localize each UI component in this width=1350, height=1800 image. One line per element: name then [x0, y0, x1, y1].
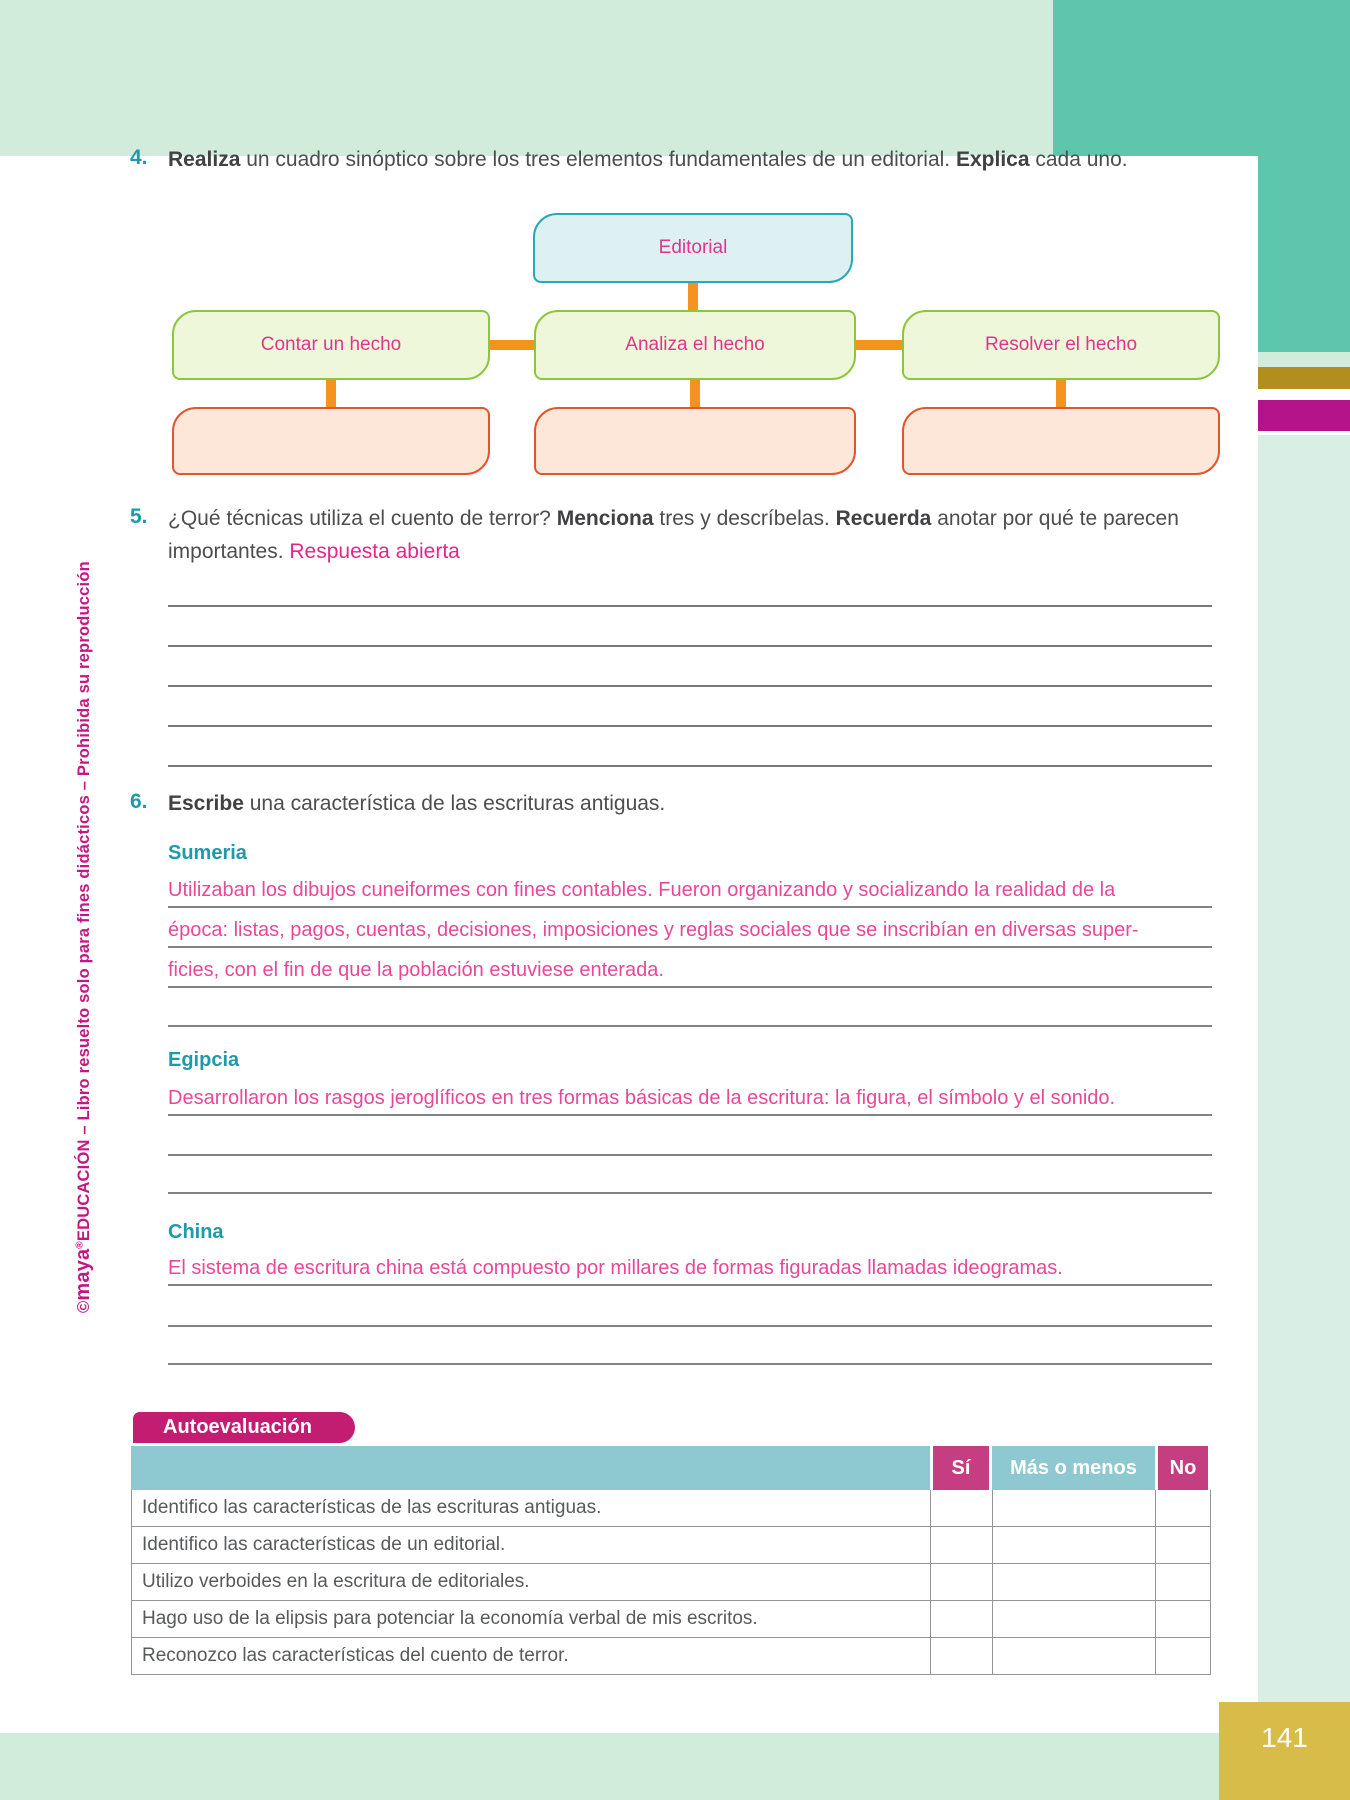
- checkbox-cell-mas-o-menos[interactable]: [992, 1638, 1155, 1674]
- section-title-china: China: [168, 1221, 224, 1243]
- decor-gold-bar: [1258, 367, 1350, 389]
- decor-magenta-bar: [1258, 400, 1350, 431]
- sidebar-credit: [72, 561, 95, 1313]
- checkbox-cell-si[interactable]: [930, 1601, 992, 1637]
- row-label: Identifico las características de las escrituras antiguas.: [142, 1497, 602, 1518]
- answer-line-sumeria-2[interactable]: época: listas, pagos, cuentas, decisiones, imposiciones y reglas sociales que se inscribían en diversas super-: [168, 918, 1212, 948]
- answer-line-china-2[interactable]: [168, 1297, 1212, 1327]
- checkbox-cell-no[interactable]: [1155, 1490, 1211, 1526]
- decor-mint-bottom-band: [0, 1733, 1350, 1800]
- question-5-bold-1: Menciona: [556, 507, 654, 530]
- question-4-bold-2: Explica: [955, 148, 1030, 171]
- sidebar-credit-text: EDUCACIÓN – Libro resuelto solo para fines didácticos – Prohibida su reproducción: [75, 561, 93, 1242]
- question-5-text: [168, 503, 1218, 568]
- question-4-bold-1: Realiza: [168, 148, 241, 171]
- answer-line-sumeria-1[interactable]: Utilizaban los dibujos cuneiformes con fines contables. Fueron organizando y socializando la realidad de la: [168, 878, 1212, 908]
- decor-mint-right-column: [1258, 435, 1350, 1800]
- diagram-child-node-2: [534, 310, 856, 380]
- decor-mint-top-band: [0, 0, 1053, 156]
- question-4-seg-1: un cuadro sinóptico sobre los tres elementos fundamentales de un editorial.: [240, 148, 956, 171]
- autoeval-table-body: [131, 1490, 1211, 1675]
- answer-rule-line[interactable]: [168, 645, 1212, 647]
- decor-teal-right-column: [1258, 0, 1350, 352]
- checkbox-cell-si[interactable]: [930, 1527, 992, 1563]
- diagram-child-node-1: [172, 310, 490, 380]
- connector-stub-2: [690, 380, 700, 407]
- checkbox-cell-no[interactable]: [1155, 1638, 1211, 1674]
- diagram-root-label: Editorial: [658, 237, 728, 258]
- table-row: [132, 1490, 1210, 1526]
- checkbox-cell-si[interactable]: [930, 1564, 992, 1600]
- question-4-text: [168, 144, 1218, 177]
- answer-line-sumeria-4[interactable]: [168, 997, 1212, 1027]
- diagram-child-node-3: [902, 310, 1220, 380]
- question-4-seg-2: cada uno.: [1029, 148, 1128, 171]
- table-row: [132, 1637, 1210, 1674]
- autoeval-table: [131, 1446, 1211, 1675]
- question-5-seg-3: anotar por qué te parecen importantes.: [168, 507, 1179, 563]
- checkbox-cell-mas-o-menos[interactable]: [992, 1490, 1155, 1526]
- answer-line-china-1[interactable]: El sistema de escritura china está compuesto por millares de formas figuradas llamadas ideogramas.: [168, 1256, 1212, 1286]
- diagram-child-label-2: Analiza el hecho: [625, 334, 765, 355]
- connector-stub-1: [326, 380, 336, 407]
- checkbox-cell-si[interactable]: [930, 1490, 992, 1526]
- checkbox-cell-mas-o-menos[interactable]: [992, 1564, 1155, 1600]
- answer-line-china-3[interactable]: [168, 1335, 1212, 1365]
- checkbox-cell-si[interactable]: [930, 1638, 992, 1674]
- checkbox-cell-no[interactable]: [1155, 1601, 1211, 1637]
- page-number-block: [1219, 1702, 1350, 1800]
- diagram-root-node: [533, 213, 853, 283]
- header-cell-no: No: [1155, 1446, 1211, 1490]
- question-6-seg-1: una característica de las escrituras antiguas.: [243, 792, 666, 815]
- question-6-text: [168, 788, 1218, 821]
- autoeval-tab: Autoevaluación: [133, 1412, 355, 1443]
- diagram-answer-box-2[interactable]: [534, 407, 856, 475]
- answer-line-sumeria-3[interactable]: ficies, con el fin de que la población estuviese enterada.: [168, 958, 1212, 988]
- table-row: [132, 1526, 1210, 1563]
- connector-stub-3: [1056, 380, 1066, 407]
- decor-mint-strip: [1258, 352, 1350, 367]
- copyright-symbol: ©: [75, 1300, 93, 1313]
- section-title-sumeria: Sumeria: [168, 842, 247, 864]
- publisher-logo: maya: [72, 1248, 94, 1301]
- question-4-number: 4.: [130, 146, 148, 169]
- checkbox-cell-mas-o-menos[interactable]: [992, 1601, 1155, 1637]
- question-5-seg-1: ¿Qué técnicas utiliza el cuento de terror?: [168, 507, 557, 530]
- answer-rule-line[interactable]: [168, 725, 1212, 727]
- autoeval-table-header: [131, 1446, 1211, 1490]
- row-label: Identifico las características de un editorial.: [142, 1534, 506, 1555]
- answer-line-egipcia-1[interactable]: Desarrollaron los rasgos jeroglíficos en tres formas básicas de la escritura: la figura, el símbolo y el sonido.: [168, 1086, 1212, 1116]
- header-cell-empty: [131, 1446, 930, 1490]
- question-6-number: 6.: [130, 790, 148, 813]
- checkbox-cell-mas-o-menos[interactable]: [992, 1527, 1155, 1563]
- answer-rule-line[interactable]: [168, 765, 1212, 767]
- row-label: Reconozco las características del cuento de terror.: [142, 1645, 569, 1666]
- header-cell-si: Sí: [930, 1446, 992, 1490]
- table-row: [132, 1563, 1210, 1600]
- row-label: Hago uso de la elipsis para potenciar la economía verbal de mis escritos.: [142, 1608, 758, 1629]
- header-cell-mas-o-menos: Más o menos: [1010, 1457, 1137, 1479]
- diagram-answer-box-3[interactable]: [902, 407, 1220, 475]
- row-label: Utilizo verboides en la escritura de editoriales.: [142, 1571, 530, 1592]
- open-answer-note: Respuesta abierta: [289, 539, 460, 563]
- page-number: 141: [1261, 1722, 1308, 1753]
- diagram-answer-box-1[interactable]: [172, 407, 490, 475]
- registered-symbol: ®: [74, 1241, 86, 1249]
- connector-root-to-center: [688, 283, 698, 311]
- answer-line-egipcia-3[interactable]: [168, 1164, 1212, 1194]
- checkbox-cell-no[interactable]: [1155, 1527, 1211, 1563]
- question-6-bold-1: Escribe: [168, 792, 244, 815]
- section-title-egipcia: Egipcia: [168, 1049, 240, 1071]
- answer-rule-line[interactable]: [168, 605, 1212, 607]
- question-5-seg-2: tres y descríbelas.: [653, 507, 836, 530]
- table-row: [132, 1600, 1210, 1637]
- answer-line-egipcia-2[interactable]: [168, 1126, 1212, 1156]
- question-5-number: 5.: [130, 505, 148, 528]
- diagram-child-label-3: Resolver el hecho: [984, 334, 1138, 355]
- diagram-child-label-1: Contar un hecho: [260, 334, 402, 355]
- question-5-bold-2: Recuerda: [835, 507, 932, 530]
- answer-rule-line[interactable]: [168, 685, 1212, 687]
- connector-left-to-center: [488, 340, 536, 350]
- connector-center-to-right: [854, 340, 904, 350]
- checkbox-cell-no[interactable]: [1155, 1564, 1211, 1600]
